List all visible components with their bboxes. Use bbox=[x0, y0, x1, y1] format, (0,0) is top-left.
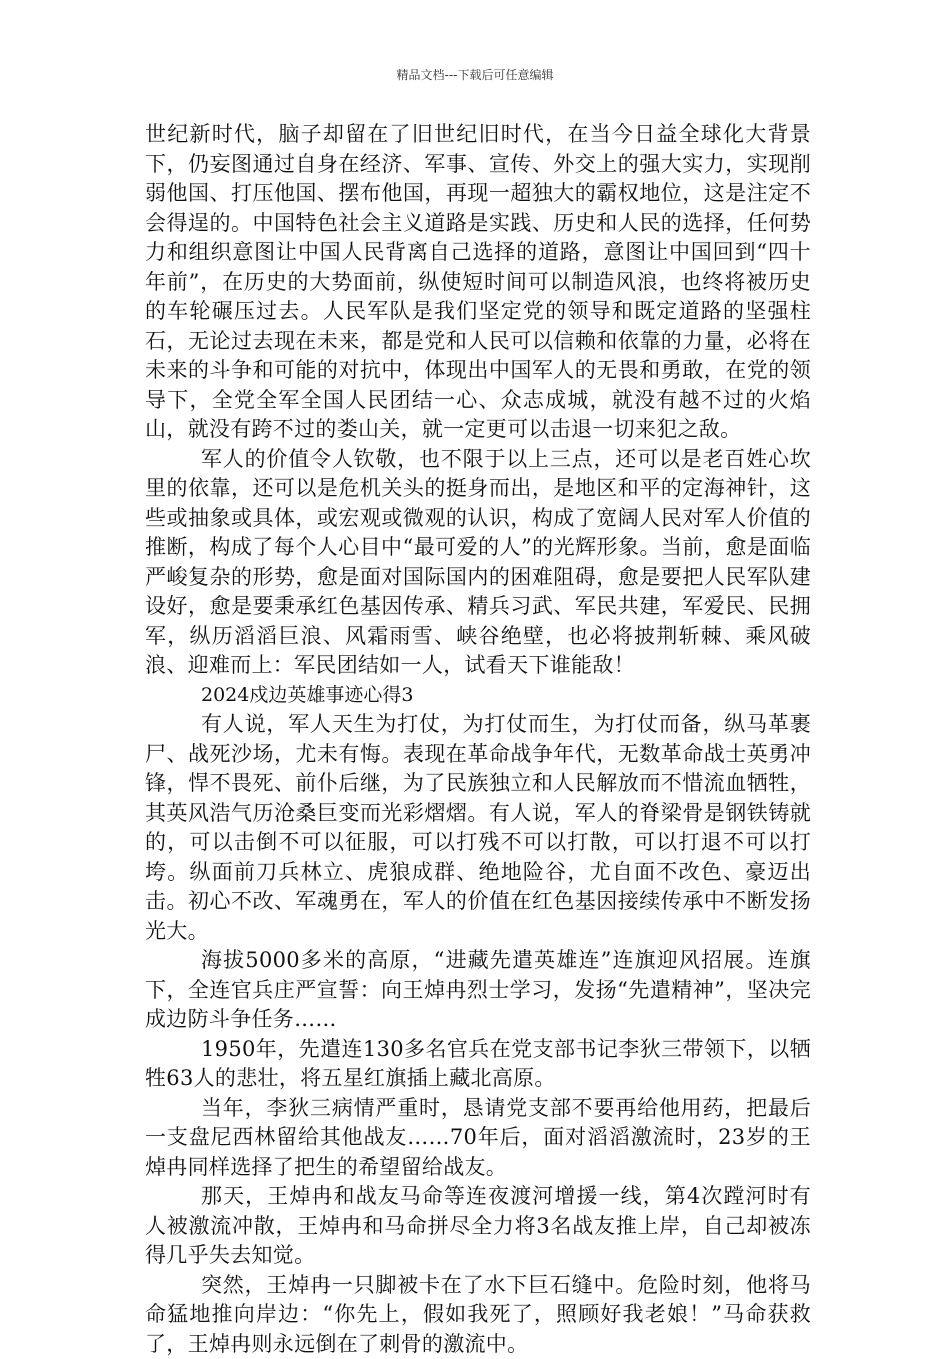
section-heading: 2024戍边英雄事迹心得3 bbox=[145, 681, 811, 711]
paragraph: 有人说，军人天生为打仗，为打仗而生，为打仗而备，纵马革裹尸、战死沙场，尤未有悔。表现在革命战争年代，无数革命战士英勇冲锋，悍不畏死、前仆后继，为了民族独立和人民解放而不惜流血牺牲，其英风浩气历沧桑巨变而光彩熠熠。有人说，军人的脊梁骨是钢铁铸就的，可以击倒不可以征服，可以打残不可以打散，可以打退不可以打垮。纵面前刀兵林立、虎狼成群、绝地险谷，尤自面不改色、豪迈出击。初心不改、军魂勇在，军人的价值在红色基因接续传承中不断发扬光大。 bbox=[145, 710, 811, 946]
paragraph: 1950年，先遣连130多名官兵在党支部书记李狄三带领下，以牺牲63人的悲壮，将五星红旗插上藏北高原。 bbox=[145, 1035, 811, 1094]
document-body bbox=[145, 120, 811, 1359]
paragraph: 突然，王焯冉一只脚被卡在了水下巨石缝中。危险时刻，他将马命猛地推向岸边：“你先上，假如我死了，照顾好我老娘！”马命获救了，王焯冉则永远倒在了刺骨的激流中。 bbox=[145, 1271, 811, 1359]
paragraph-continued: 世纪新时代，脑子却留在了旧世纪旧时代，在当今日益全球化大背景下，仍妄图通过自身在经济、军事、宣传、外交上的强大实力，实现削弱他国、打压他国、摆布他国，再现一超独大的霸权地位，这是注定不会得逞的。中国特色社会主义道路是实践、历史和人民的选择，任何势力和组织意图让中国人民背离自己选择的道路，意图让中国回到“四十年前”，在历史的大势面前，纵使短时间可以制造风浪，也终将被历史的车轮碾压过去。人民军队是我们坚定党的领导和既定道路的坚强柱石，无论过去现在未来，都是党和人民可以信赖和依靠的力量，必将在未来的斗争和可能的对抗中，体现出中国军人的无畏和勇敢，在党的领导下，全党全军全国人民团结一心、众志成城，就没有越不过的火焰山，就没有跨不过的娄山关，就一定更可以击退一切来犯之敌。 bbox=[145, 120, 811, 445]
page-header: 精品文档---下载后可任意编辑 bbox=[0, 66, 950, 83]
paragraph: 海拔5000多米的高原，“进藏先遣英雄连”连旗迎风招展。连旗下，全连官兵庄严宣誓：向王焯冉烈士学习，发扬“先遣精神”，坚决完成边防斗争任务…… bbox=[145, 946, 811, 1035]
paragraph: 那天，王焯冉和战友马命等连夜渡河增援一线，第4次蹚河时有人被激流冲散，王焯冉和马命拼尽全力将3名战友推上岸，自己却被冻得几乎失去知觉。 bbox=[145, 1182, 811, 1271]
paragraph: 当年，李狄三病情严重时，恳请党支部不要再给他用药，把最后一支盘尼西林留给其他战友……70年后，面对滔滔激流时，23岁的王焯冉同样选择了把生的希望留给战友。 bbox=[145, 1094, 811, 1183]
paragraph: 军人的价值令人钦敬，也不限于以上三点，还可以是老百姓心坎里的依靠，还可以是危机关头的挺身而出，是地区和平的定海神针，这些或抽象或具体，或宏观或微观的认识，构成了宽阔人民对军人价值的推断，构成了每个人心目中“最可爱的人”的光辉形象。当前，愈是面临严峻复杂的形势，愈是面对国际国内的困难阻碍，愈是要把人民军队建设好，愈是要秉承红色基因传承、精兵习武、军民共建，军爱民、民拥军，纵历滔滔巨浪、风霜雨雪、峡谷绝壁，也必将披荆斩棘、乘风破浪、迎难而上：军民团结如一人，试看天下谁能敌！ bbox=[145, 445, 811, 681]
